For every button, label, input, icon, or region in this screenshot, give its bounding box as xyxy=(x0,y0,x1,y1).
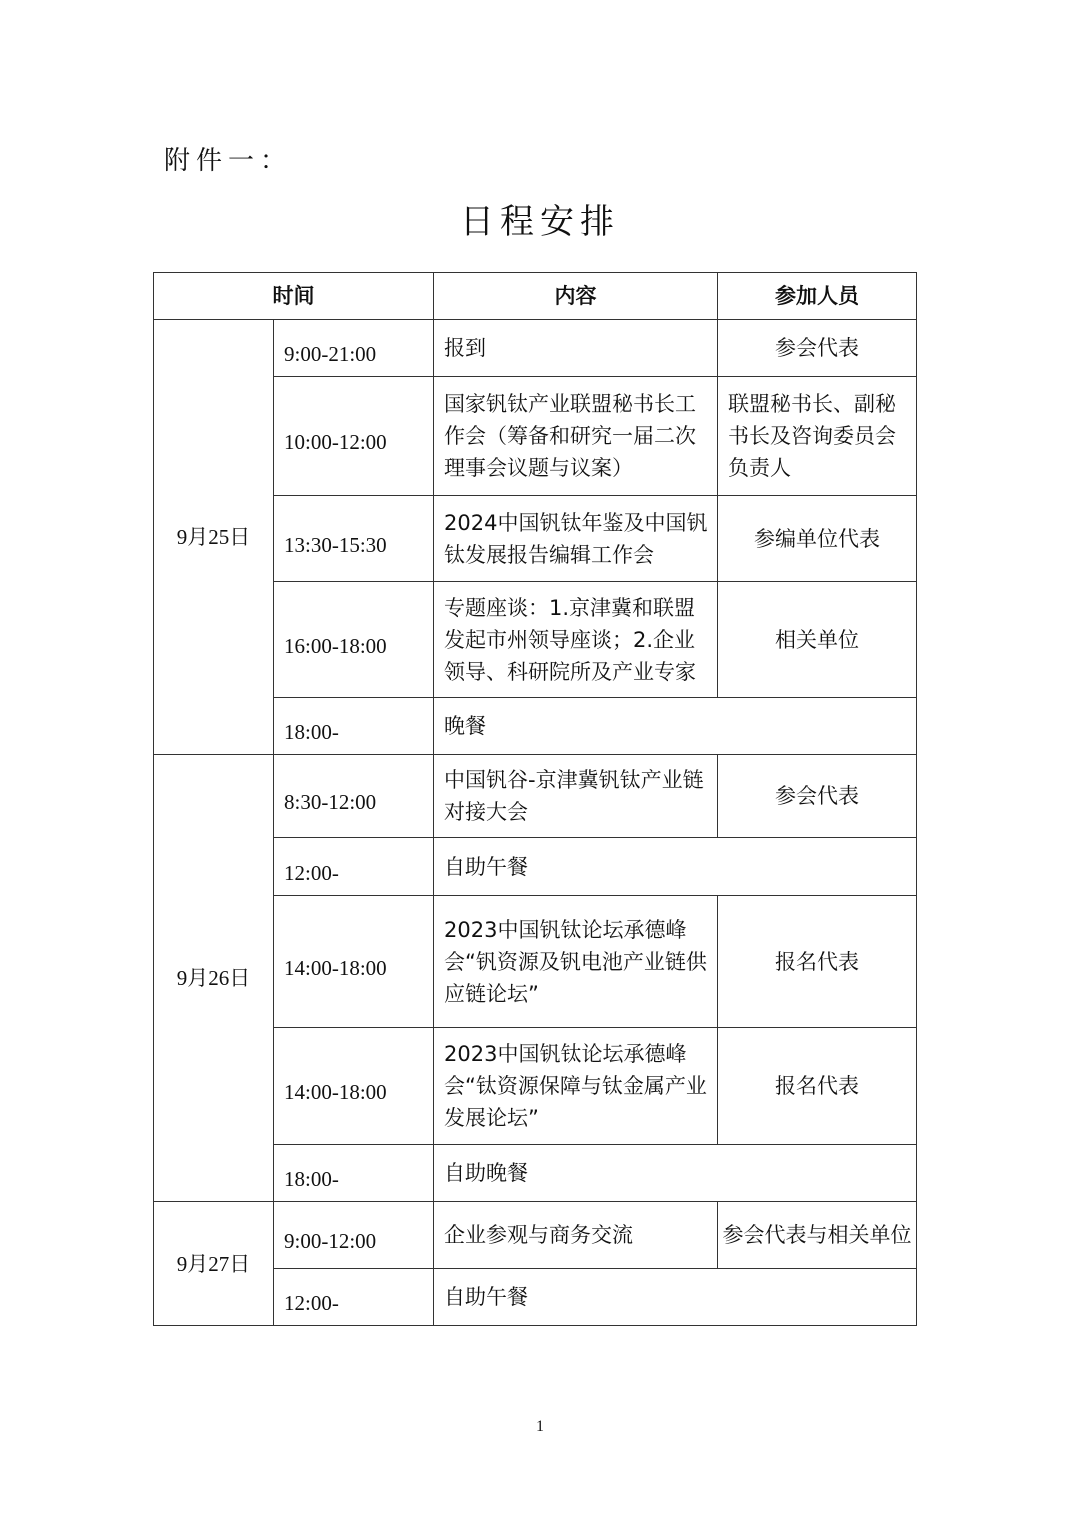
time-cell: 8:30-12:00 xyxy=(274,755,434,838)
participants-cell: 参会代表与相关单位 xyxy=(718,1202,917,1269)
content-cell: 专题座谈：1.京津冀和联盟发起市州领导座谈；2.企业领导、科研院所及产业专家 xyxy=(434,582,718,698)
header-content: 内容 xyxy=(434,273,718,320)
date-cell-day1: 9月25日 xyxy=(154,320,274,755)
participants-cell: 参编单位代表 xyxy=(718,496,917,582)
time-cell: 13:30-15:30 xyxy=(274,496,434,582)
content-cell: 自助午餐 xyxy=(434,1269,917,1326)
content-cell: 2023中国钒钛论坛承德峰会“钒资源及钒电池产业链供应链论坛” xyxy=(434,896,718,1028)
header-participants: 参加人员 xyxy=(718,273,917,320)
participants-cell: 报名代表 xyxy=(718,1028,917,1145)
time-cell: 16:00-18:00 xyxy=(274,582,434,698)
participants-cell: 相关单位 xyxy=(718,582,917,698)
date-cell-day2: 9月26日 xyxy=(154,755,274,1202)
participants-cell: 参会代表 xyxy=(718,320,917,377)
time-cell: 14:00-18:00 xyxy=(274,896,434,1028)
content-cell: 报到 xyxy=(434,320,718,377)
page-number: 1 xyxy=(536,1418,544,1435)
table-header-row xyxy=(154,273,917,320)
date-cell-day3: 9月27日 xyxy=(154,1202,274,1326)
schedule-table xyxy=(153,272,917,1326)
participants-cell: 报名代表 xyxy=(718,896,917,1028)
content-cell: 企业参观与商务交流 xyxy=(434,1202,718,1269)
participants-cell: 参会代表 xyxy=(718,755,917,838)
content-cell: 国家钒钛产业联盟秘书长工作会（筹备和研究一届二次理事会议题与议案） xyxy=(434,377,718,496)
time-cell: 9:00-21:00 xyxy=(274,320,434,377)
time-cell: 14:00-18:00 xyxy=(274,1028,434,1145)
time-cell: 9:00-12:00 xyxy=(274,1202,434,1269)
time-cell: 12:00- xyxy=(274,1269,434,1326)
page-title: 日程安排 xyxy=(460,202,620,242)
time-cell: 18:00- xyxy=(274,698,434,755)
content-cell: 晚餐 xyxy=(434,698,917,755)
content-cell: 自助晚餐 xyxy=(434,1145,917,1202)
time-cell: 12:00- xyxy=(274,838,434,896)
header-time: 时间 xyxy=(154,273,434,320)
content-cell: 自助午餐 xyxy=(434,838,917,896)
attachment-label: 附件一： xyxy=(164,146,293,176)
content-cell: 中国钒谷-京津冀钒钛产业链对接大会 xyxy=(434,755,718,838)
time-cell: 10:00-12:00 xyxy=(274,377,434,496)
content-cell: 2024中国钒钛年鉴及中国钒钛发展报告编辑工作会 xyxy=(434,496,718,582)
content-cell: 2023中国钒钛论坛承德峰会“钛资源保障与钛金属产业发展论坛” xyxy=(434,1028,718,1145)
table-row xyxy=(154,320,917,377)
participants-cell: 联盟秘书长、副秘书长及咨询委员会负责人 xyxy=(718,377,917,496)
table-row xyxy=(154,1202,917,1269)
time-cell: 18:00- xyxy=(274,1145,434,1202)
table-row xyxy=(154,755,917,838)
